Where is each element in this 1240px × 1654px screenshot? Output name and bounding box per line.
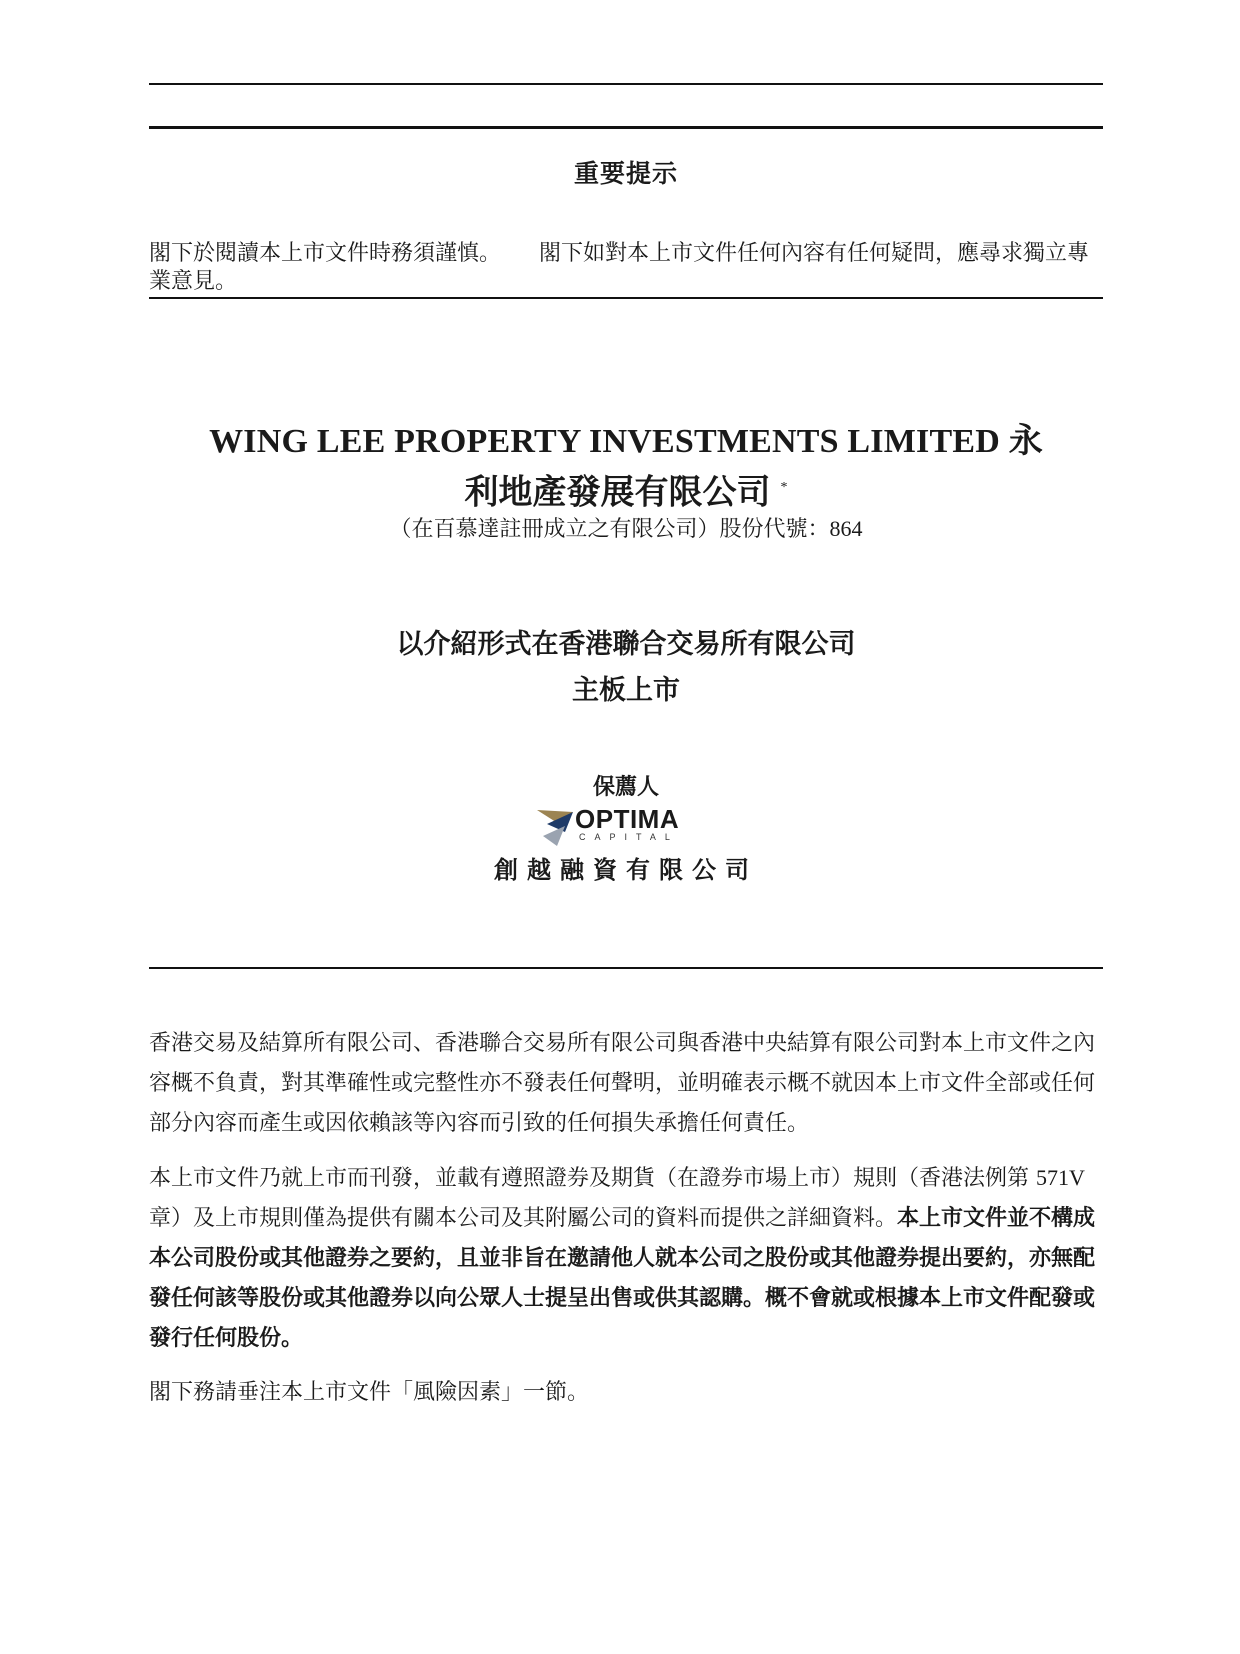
disclaimer-section xyxy=(149,1024,1103,1427)
listing-line-1: 以介紹形式在香港聯合交易所有限公司 xyxy=(396,629,856,660)
logo-subtext: CAPITAL xyxy=(579,832,679,842)
disclaimer-para2-text-b: 章）及上市規則僅為提供有關本公司及其附屬公司的資料而提供之詳細資料。 xyxy=(149,1206,898,1231)
notice-bottom-rule xyxy=(149,297,1103,299)
incorporation-text: （在百慕達註冊成立之有限公司）股份代號： xyxy=(389,517,830,542)
disclaimer-paragraph-3: 閣下務請垂注本上市文件「風險因素」一節。 xyxy=(149,1380,590,1405)
listing-line-2: 主板上市 xyxy=(572,675,680,706)
company-name-en xyxy=(149,418,1103,465)
top-rule xyxy=(149,83,1103,85)
notice-text xyxy=(149,240,1103,296)
disclaimer-paragraph-2 xyxy=(149,1158,1103,1359)
notice-text-part1: 閣下於閱讀本上市文件時務須謹慎。 xyxy=(149,241,502,266)
logo-wordmark: OPTIMA xyxy=(575,804,680,834)
incorporation-line xyxy=(149,514,1103,545)
disclaimer-para2-bold: 本上市文件並不構成本公司股份或其他證券之要約，且並非旨在邀請他人就本公司之股份或其他證券提出要約，亦無配發任何該等股份或其他證券以向公眾人士提呈出售或供其認購。概不會就或根據本上市文件配發或發行任何股份。 xyxy=(149,1206,1096,1351)
notice-text-part2: 閣下如對本上市文件任何內容有任何疑問，應尋求獨立專業意見。 xyxy=(149,241,1090,294)
company-name-en-text: WING LEE PROPERTY INVESTMENTS LIMITED xyxy=(209,423,1000,460)
optima-arrow-icon xyxy=(535,802,575,848)
disclaimer-chapter-number: 571V xyxy=(1036,1165,1085,1190)
notice-top-rule xyxy=(149,126,1103,129)
sponsor-label: 保薦人 xyxy=(592,775,659,800)
company-name-zh xyxy=(149,465,1103,515)
disclaimer-top-rule xyxy=(149,967,1103,969)
disclaimer-para2-text-a: 本上市文件乃就上市而刊發，並載有遵照證券及期貨（在證券市場上市）規則（香港法例第 xyxy=(149,1166,1030,1191)
listing-heading xyxy=(149,622,1103,714)
notice-title: 重要提示 xyxy=(573,159,678,188)
sponsor-name-zh: 創越融資有限公司 xyxy=(494,856,758,884)
sponsor-logo xyxy=(535,802,705,848)
disclaimer-paragraph-1: 香港交易及結算所有限公司、香港聯合交易所有限公司與香港中央結算有限公司對本上市文件之內容概不負責，對其準確性或完整性亦不發表任何聲明，並明確表示概不就因本上市文件全部或任何部分內容而產生或因依賴該等內容而引致的任何損失承擔任何責任。 xyxy=(149,1031,1096,1136)
company-name-zh-text: 利地產發展有限公司 xyxy=(464,472,771,513)
stock-code: 864 xyxy=(829,516,863,541)
company-asterisk: * xyxy=(780,480,788,495)
company-name-zh-first-char: 永 xyxy=(1008,421,1043,461)
